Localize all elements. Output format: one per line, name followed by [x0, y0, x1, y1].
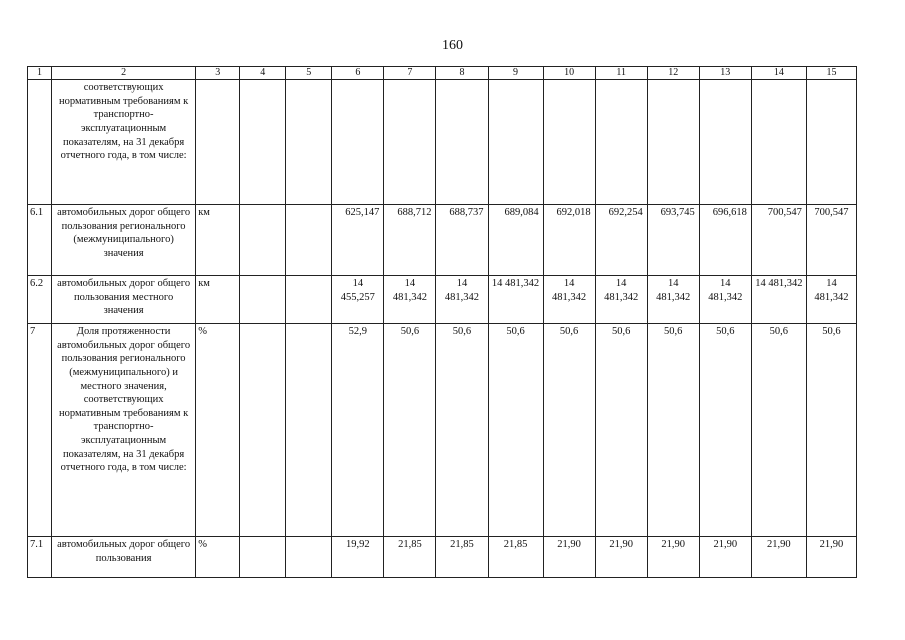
value-cell: 692,254 — [595, 205, 647, 276]
value-cell: 688,737 — [436, 205, 488, 276]
value-cell — [332, 80, 384, 205]
value-cell: 21,90 — [806, 537, 856, 578]
value-cell: 21,90 — [699, 537, 751, 578]
value-cell — [436, 80, 488, 205]
value-cell — [751, 80, 806, 205]
column-header: 8 — [436, 67, 488, 80]
row-indicator-name: соответствующих нормативным требованиям к транспортно-эксплуатационным показателям, на 31 декабря отчетного года, в том числе: — [52, 80, 196, 205]
value-cell: 50,6 — [806, 324, 856, 537]
value-cell: 14 481,342 — [384, 276, 436, 324]
value-cell: 14 481,342 — [699, 276, 751, 324]
table-cell — [286, 80, 332, 205]
value-cell — [543, 80, 595, 205]
value-cell: 693,745 — [647, 205, 699, 276]
value-cell — [699, 80, 751, 205]
value-cell: 50,6 — [543, 324, 595, 537]
table-cell — [240, 80, 286, 205]
row-unit: км — [196, 276, 240, 324]
value-cell — [488, 80, 543, 205]
value-cell: 21,90 — [647, 537, 699, 578]
page-number: 160 — [442, 38, 463, 53]
data-table — [27, 66, 857, 578]
table-row — [28, 205, 857, 276]
row-number: 6.1 — [28, 205, 52, 276]
column-header: 4 — [240, 67, 286, 80]
column-header: 10 — [543, 67, 595, 80]
column-header: 3 — [196, 67, 240, 80]
column-header: 14 — [751, 67, 806, 80]
row-unit: % — [196, 324, 240, 537]
value-cell: 50,6 — [384, 324, 436, 537]
table-cell — [286, 537, 332, 578]
value-cell: 689,084 — [488, 205, 543, 276]
row-indicator-name: автомобильных дорог общего пользования регионального (межмуниципального) значения — [52, 205, 196, 276]
value-cell: 700,547 — [806, 205, 856, 276]
table-cell — [286, 276, 332, 324]
value-cell — [806, 80, 856, 205]
value-cell: 50,6 — [751, 324, 806, 537]
value-cell: 14 481,342 — [543, 276, 595, 324]
table-row — [28, 537, 857, 578]
value-cell: 14 481,342 — [751, 276, 806, 324]
value-cell: 19,92 — [332, 537, 384, 578]
value-cell — [595, 80, 647, 205]
value-cell: 14 481,342 — [806, 276, 856, 324]
value-cell: 14 481,342 — [595, 276, 647, 324]
value-cell: 50,6 — [436, 324, 488, 537]
table-cell — [240, 205, 286, 276]
value-cell: 700,547 — [751, 205, 806, 276]
row-unit: км — [196, 205, 240, 276]
column-header: 13 — [699, 67, 751, 80]
value-cell: 696,618 — [699, 205, 751, 276]
table-row — [28, 324, 857, 537]
header-row — [28, 67, 857, 80]
value-cell: 21,90 — [595, 537, 647, 578]
column-header: 2 — [52, 67, 196, 80]
table-cell — [286, 324, 332, 537]
table-cell — [240, 276, 286, 324]
table-cell — [286, 205, 332, 276]
value-cell: 21,85 — [436, 537, 488, 578]
column-header: 9 — [488, 67, 543, 80]
value-cell: 14 455,257 — [332, 276, 384, 324]
value-cell: 50,6 — [647, 324, 699, 537]
value-cell — [647, 80, 699, 205]
column-header: 15 — [806, 67, 856, 80]
table-cell — [240, 324, 286, 537]
row-number: 7.1 — [28, 537, 52, 578]
value-cell: 21,85 — [488, 537, 543, 578]
column-header: 12 — [647, 67, 699, 80]
row-indicator-name: автомобильных дорог общего пользования местного значения — [52, 276, 196, 324]
value-cell: 50,6 — [699, 324, 751, 537]
column-header: 7 — [384, 67, 436, 80]
value-cell: 692,018 — [543, 205, 595, 276]
row-indicator-name: автомобильных дорог общего пользования — [52, 537, 196, 578]
value-cell: 21,90 — [543, 537, 595, 578]
value-cell: 50,6 — [488, 324, 543, 537]
table-row — [28, 80, 857, 205]
row-number — [28, 80, 52, 205]
value-cell: 14 481,342 — [647, 276, 699, 324]
row-number: 6.2 — [28, 276, 52, 324]
row-number: 7 — [28, 324, 52, 537]
value-cell: 21,85 — [384, 537, 436, 578]
column-header: 5 — [286, 67, 332, 80]
table-cell — [240, 537, 286, 578]
value-cell — [384, 80, 436, 205]
row-indicator-name: Доля протяженности автомобильных дорог общего пользования регионального (межмуниципального) и местного значения, соответствующих нормативным требованиям к транспортно-эксплуатационным показателям, на 31 декабря отчетного года, в том числе: — [52, 324, 196, 537]
table-row — [28, 276, 857, 324]
value-cell: 688,712 — [384, 205, 436, 276]
row-unit: % — [196, 537, 240, 578]
value-cell: 14 481,342 — [488, 276, 543, 324]
row-unit — [196, 80, 240, 205]
value-cell: 625,147 — [332, 205, 384, 276]
value-cell: 14 481,342 — [436, 276, 488, 324]
value-cell: 52,9 — [332, 324, 384, 537]
column-header: 11 — [595, 67, 647, 80]
column-header: 1 — [28, 67, 52, 80]
value-cell: 50,6 — [595, 324, 647, 537]
value-cell: 21,90 — [751, 537, 806, 578]
column-header: 6 — [332, 67, 384, 80]
